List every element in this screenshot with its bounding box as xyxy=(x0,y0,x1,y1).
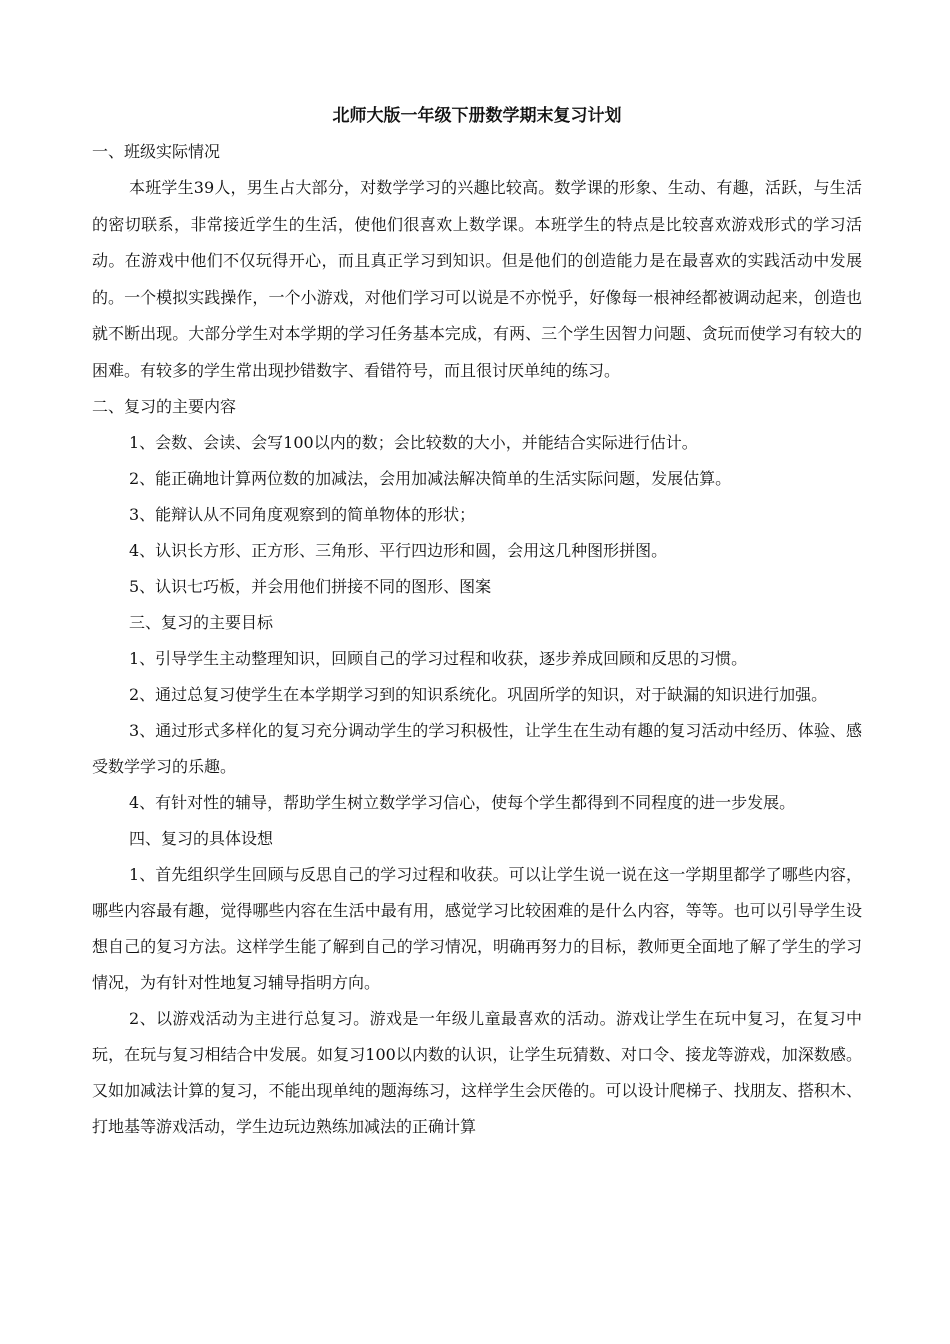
review-content-item: 4、认识长方形、正方形、三角形、平行四边形和圆，会用这几种图形拼图。 xyxy=(129,541,668,560)
document-body xyxy=(92,98,862,1145)
class-situation-paragraph: 本班学生39人，男生占大部分，对数学学习的兴趣比较高。数学课的形象、生动、有趣，活跃，与生活的密切联系，非常接近学生的生活，使他们很喜欢上数学课。本班学生的特点是比较喜欢游戏形式的学习活动。在游戏中他们不仅玩得开心，而且真正学习到知识。但是他们的创造能力是在最喜欢的实践活动中发展的。一个模拟实践操作，一个小游戏，对他们学习可以说是不亦悦乎，好像每一根神经都被调动起来，创造也就不断出现。大部分学生对本学期的学习任务基本完成，有两、三个学生因智力问题、贪玩而使学习有较大的困难。有较多的学生常出现抄错数字、看错符号，而且很讨厌单纯的练习。 xyxy=(92,178,862,380)
review-content-item: 3、能辩认从不同角度观察到的简单物体的形状； xyxy=(129,505,476,524)
review-plan-item: 2、以游戏活动为主进行总复习。游戏是一年级儿童最喜欢的活动。游戏让学生在玩中复习，在复习中玩，在玩与复习相结合中发展。如复习100以内数的认识，让学生玩猜数、对口令、接龙等游戏，加深数感。又如加减法计算的复习，不能出现单纯的题海练习，这样学生会厌倦的。可以设计爬梯子、找朋友、搭积木、打地基等游戏活动，学生边玩边熟练加减法的正确计算 xyxy=(92,1009,862,1136)
review-goal-item: 3、通过形式多样化的复习充分调动学生的学习积极性，让学生在生动有趣的复习活动中经历、体验、感受数学学习的乐趣。 xyxy=(92,721,862,776)
review-content-item: 1、会数、会读、会写100以内的数；会比较数的大小，并能结合实际进行估计。 xyxy=(129,433,698,452)
document-title: 北师大版一年级下册数学期末复习计划 xyxy=(332,106,622,126)
review-goal-item: 1、引导学生主动整理知识，回顾自己的学习过程和收获，逐步养成回顾和反思的习惯。 xyxy=(129,649,748,668)
review-plan-item: 1、首先组织学生回顾与反思自己的学习过程和收获。可以让学生说一说在这一学期里都学了哪些内容，哪些内容最有趣，觉得哪些内容在生活中最有用，感觉学习比较困难的是什么内容，等等。也可以引导学生设想自己的复习方法。这样学生能了解到自己的学习情况，明确再努力的目标，教师更全面地了解了学生的学习情况，为有针对性地复习辅导指明方向。 xyxy=(92,865,862,992)
section-heading-class-situation: 一、班级实际情况 xyxy=(92,142,221,161)
review-content-item: 2、能正确地计算两位数的加减法，会用加减法解决简单的生活实际问题，发展估算。 xyxy=(129,469,732,488)
section-heading-review-plan: 四、复习的具体设想 xyxy=(129,829,274,848)
review-goal-item: 4、有针对性的辅导，帮助学生树立数学学习信心，使每个学生都得到不同程度的进一步发展。 xyxy=(129,793,796,812)
section-heading-review-goals: 三、复习的主要目标 xyxy=(129,613,274,632)
section-heading-review-content: 二、复习的主要内容 xyxy=(92,397,237,416)
review-goal-item: 2、通过总复习使学生在本学期学习到的知识系统化。巩固所学的知识，对于缺漏的知识进行加强。 xyxy=(129,685,828,704)
review-content-item: 5、认识七巧板，并会用他们拼接不同的图形、图案 xyxy=(129,577,492,596)
